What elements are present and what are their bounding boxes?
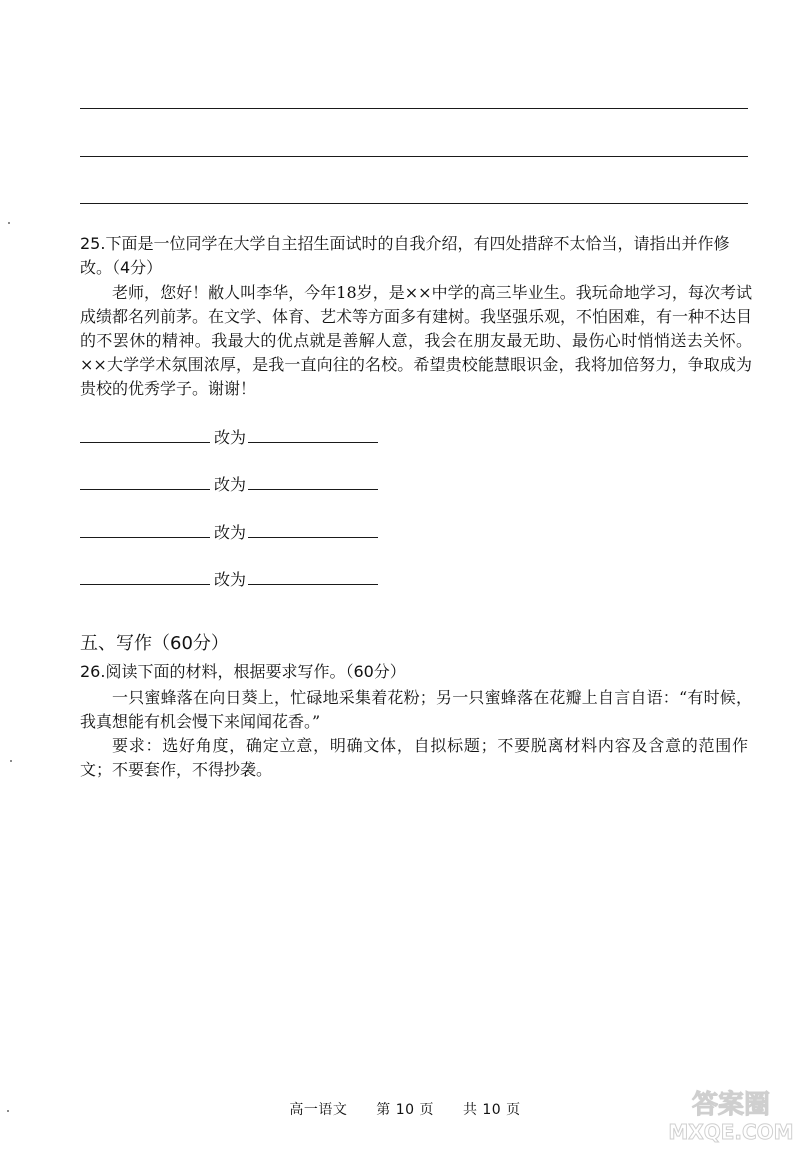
original-blank-4[interactable] [80,566,210,585]
fix-label: 改为 [214,428,247,447]
footer-page-number: 第 10 页 [376,1102,434,1118]
question-25-prompt: 25.下面是一位同学在大学自主招生面试时的自我介绍，有四处措辞不太恰当，请指出并作修改。（4分） [80,234,730,277]
watermark-logo-icon [666,1085,796,1145]
correction-row-3 [80,519,378,543]
watermark-logo [666,1085,796,1145]
correction-row-2 [80,471,378,495]
correction-row-1 [80,424,378,448]
scan-speck [10,760,12,762]
answer-line-3[interactable] [80,203,748,204]
question-25-passage: 老师，您好！敝人叫李华，今年18岁，是××中学的高三毕业生。我玩命地学习，每次考试成绩都名列前茅。在文学、体育、艺术等方面多有建树。我坚强乐观，不怕困难，有一种不达目的不罢休的精神。我最大的优点就是善解人意，我会在朋友最无助、最伤心时悄悄送去关怀。××大学学术氛围浓厚，是我一直向往的名校。希望贵校能慧眼识金，我将加倍努力，争取成为贵校的优秀学子。谢谢！ [80,283,753,398]
footer-total-pages: 共 10 页 [462,1102,521,1118]
question-26-material: 一只蜜蜂落在向日葵上，忙碌地采集着花粉；另一只蜜蜂落在花瓣上自言自语：“有时候，我真想能有机会慢下来闻闻花香。” [80,688,752,731]
scan-speck [8,222,10,224]
fix-label: 改为 [214,570,247,589]
scan-speck [7,1110,9,1112]
question-26-prompt: 26.阅读下面的材料，根据要求写作。（60分） [80,662,406,681]
section-title: 五、写作（60分） [80,633,229,654]
revision-blank-4[interactable] [248,566,378,585]
watermark-bottom-text: MXQE.COM [668,1120,794,1144]
fix-label: 改为 [214,523,247,542]
correction-row-4 [80,566,378,590]
revision-blank-3[interactable] [248,519,378,538]
fix-label: 改为 [214,475,247,494]
question-26-requirement: 要求：选好角度，确定立意，明确文体，自拟标题；不要脱离材料内容及含意的范围作文；不要套作，不得抄袭。 [80,736,748,779]
revision-blank-2[interactable] [248,471,378,490]
revision-blank-1[interactable] [248,424,378,443]
answer-line-1[interactable] [80,108,748,109]
answer-line-2[interactable] [80,156,748,157]
original-blank-3[interactable] [80,519,210,538]
original-blank-1[interactable] [80,424,210,443]
original-blank-2[interactable] [80,471,210,490]
watermark-top-text: 答案圈 [691,1090,771,1120]
footer-course: 高一语文 [289,1102,348,1118]
